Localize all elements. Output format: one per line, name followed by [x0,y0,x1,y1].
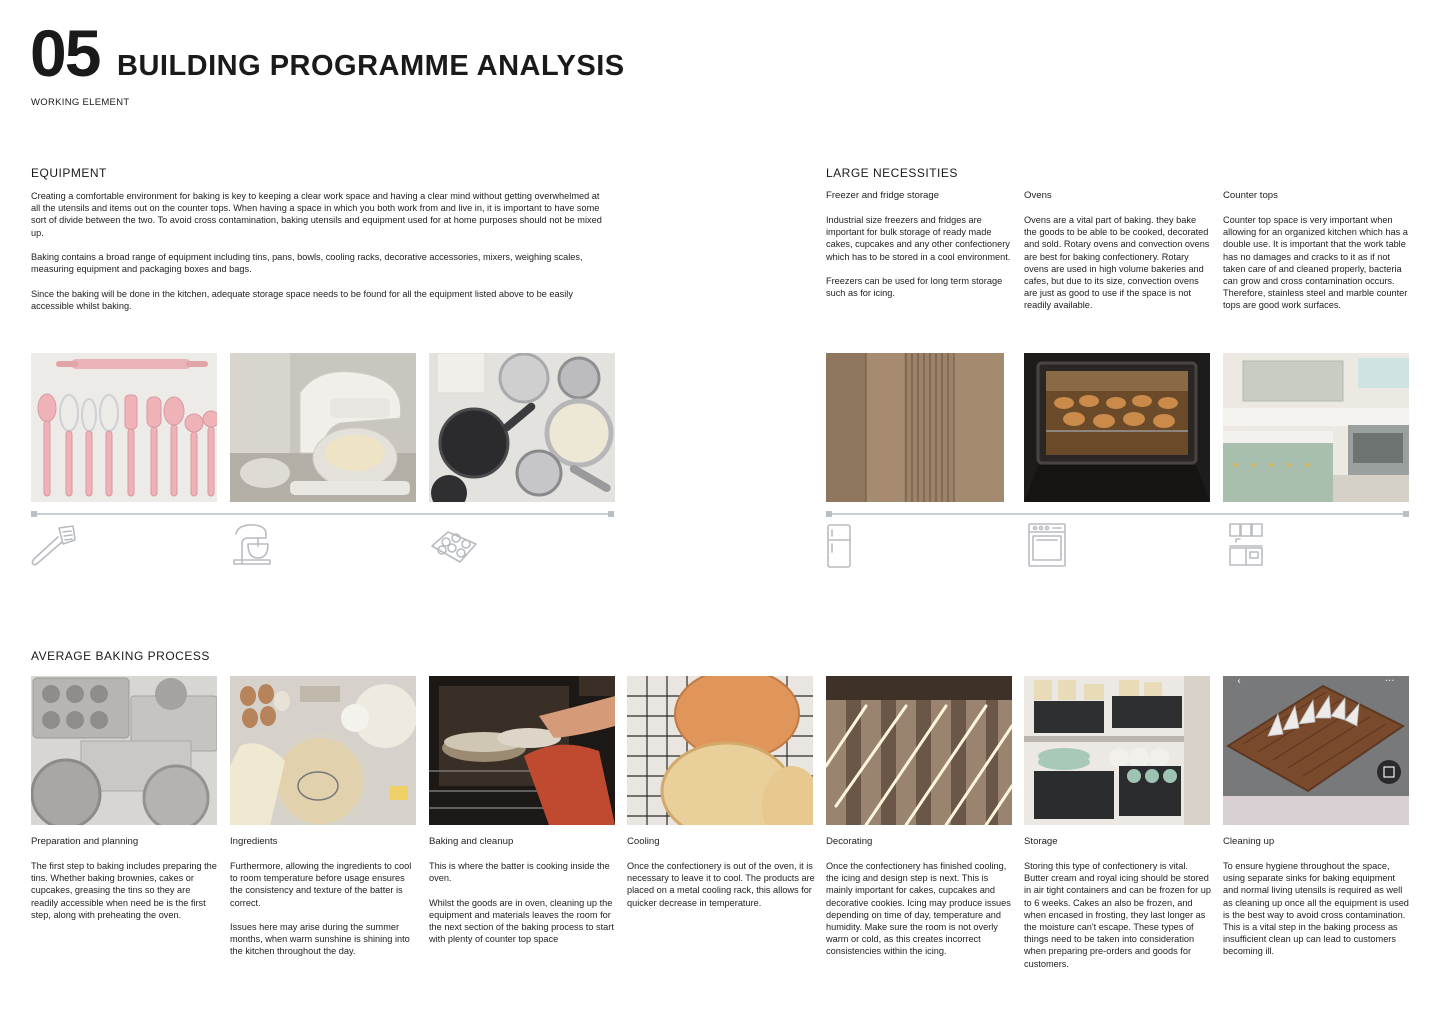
counter-tops-paragraph: Counter top space is very important when allowing for an organized kitchen which has a double use. It is important that the work table has no damages and cracks to it as if not taken care of and cleaned properly, bacteria can grow and cross contamination occurs. Therefore, stainless steel and marble counter tops are good work surfaces. [1223,215,1408,311]
ovens-title: Ovens [1024,190,1052,201]
pink-utensils-photo [31,353,217,502]
svg-text:···: ··· [1385,676,1395,687]
step-storage-title: Storage [1024,836,1058,847]
fridge-storage-text [826,214,1012,299]
step-paragraph: The first step to baking includes preparing the tins. Whether baking brownies, cakes or cupcakes, greasing the tins so they are readily accessible when need be is the first step, along with preheating the oven. [31,861,217,920]
kitchen-counter-photo [1223,353,1409,502]
baking-process-heading: AVERAGE BAKING PROCESS [31,649,210,663]
large-necessities-heading: LARGE NECESSITIES [826,166,958,180]
fridge-storage-paragraph: Industrial size freezers and fridges are important for bulk storage of ready made cakes, cupcakes and any other confectionery which has to be stored in a cool environment. [826,215,1011,262]
step-paragraph: Furthermore, allowing the ingredients to cool to room temperature before usage ensures the consistency and texture of the batter is correct. [230,861,412,908]
timeline-start-marker [826,511,832,517]
step-decorating-text [826,860,1012,958]
timeline-end-marker [1403,511,1409,517]
fridge-storage-paragraph: Freezers can be used for long term storage such as for icing. [826,276,1003,299]
pots-and-pans-photo [429,353,615,502]
step-cooling-title: Cooling [627,836,660,847]
ovens-text [1024,214,1210,312]
step-cooling-text [627,860,815,909]
page-title: BUILDING PROGRAMME ANALYSIS [117,50,625,82]
storage-drawers-photo [1024,676,1210,825]
page-number: 05 [30,16,100,90]
step-decorating-title: Decorating [826,836,873,847]
draining-rack-photo [1223,676,1409,825]
ovens-paragraph: Ovens are a vital part of baking. they bake the goods to be able to be cooked, decorated and sold. Rotary ovens and convection ovens are best for baking confectionery. Rotary ovens are used in high volume bakeries and cafes, but due to its size, convection ovens are just as good to use if the space is not readily available. [1024,215,1210,311]
stand-mixer-photo [230,353,416,502]
equipment-paragraph: Since the baking will be done in the kitchen, adequate storage space needs to be found for all the equipment listed above to be easily accessible whilst baking. [31,288,573,311]
step-paragraph: Issues here may arise during the summer months, when warm sunshine is shining into the kitchen throughout the day. [230,922,410,957]
fridge-storage-title: Freezer and fridge storage [826,190,940,201]
oven-icon [1025,520,1069,568]
svg-text:‹: ‹ [1237,676,1241,687]
stand-mixer-icon [228,520,278,568]
step-paragraph: Storing this type of confectionery is vital. Butter cream and royal icing should be stored in air tight containers and can be frozen for up to 6 weeks. Cakes an also be frozen, and when encased in frosting, they last longer as the moisture can't escape. These types of things need to be taken into consideration when preparing pre-orders and goods for customers. [1024,861,1211,969]
large-necessities-timeline [826,513,1409,515]
muffin-tray-icon [428,524,478,572]
equipment-timeline [31,513,614,515]
step-paragraph: To ensure hygiene throughout the space, using separate sinks for baking equipment and normal living utensils is required as well as cleaning up once all the equipment is used is the best way to avoid cross contamination. This is a vital step in the baking process as insufficient clean up can lead to customers becoming ill. [1223,861,1409,957]
page-subtitle: WORKING ELEMENT [31,97,130,108]
oven-photo [1024,353,1210,502]
equipment-heading: EQUIPMENT [31,166,107,180]
step-preparation-text [31,860,217,921]
step-baking-title: Baking and cleanup [429,836,514,847]
equipment-paragraph: Creating a comfortable environment for baking is key to keeping a clear work space and having a clear mind without getting overwhelmed at all the utensils and items out on the counter tops. When having a space in which you both work from and live in, it is important to have some sort of divide between the two. To avoid cross contamination, baking utensils and equipment used for at home purposes should not be mixed up. [31,191,602,238]
cooling-rack-photo [627,676,813,825]
step-ingredients-title: Ingredients [230,836,278,847]
step-paragraph: This is where the batter is cooking inside the oven. [429,861,610,884]
step-cleaning-text [1223,860,1411,958]
kitchen-units-icon [1226,520,1266,568]
step-ingredients-text [230,860,416,958]
counter-tops-title: Counter tops [1223,190,1278,201]
equipment-text [31,190,606,312]
spatula-icon [29,522,79,570]
step-cleaning-title: Cleaning up [1223,836,1275,847]
step-paragraph: Once the confectionery has finished cooling, the icing and design step is next. This is mainly important for cakes, cupcakes and decorative cookies. Icing may produce issues depending on time of day, temperature and humidity. Make sure the room is not overly warm or cold, as this creates incorrect consistencies within the icing. [826,861,1011,957]
timeline-start-marker [31,511,37,517]
step-paragraph: Whilst the goods are in oven, cleaning up the equipment and materials leaves the room for the next section of the baking process to start with plenty of counter top space [429,897,614,945]
lighting-strips-photo [826,676,1012,825]
wood-panel-fridge-photo [826,353,1004,502]
fridge-icon [823,522,855,570]
oven-baking-photo [429,676,615,825]
ingredients-photo [230,676,416,825]
step-baking-text [429,860,615,945]
baking-tins-photo [31,676,217,825]
timeline-end-marker [608,511,614,517]
step-paragraph: Once the confectionery is out of the oven, it is necessary to leave it to cool. The products are placed on a metal cooling rack, this allows for quicker decrease in temperature. [627,861,815,908]
step-preparation-title: Preparation and planning [31,836,139,847]
counter-tops-text [1223,214,1409,312]
step-storage-text [1024,860,1212,970]
equipment-paragraph: Baking contains a broad range of equipment including tins, pans, bowls, cooling racks, decorative accessories, mixers, weighing scales, measuring equipment and packaging boxes and bags. [31,252,583,275]
